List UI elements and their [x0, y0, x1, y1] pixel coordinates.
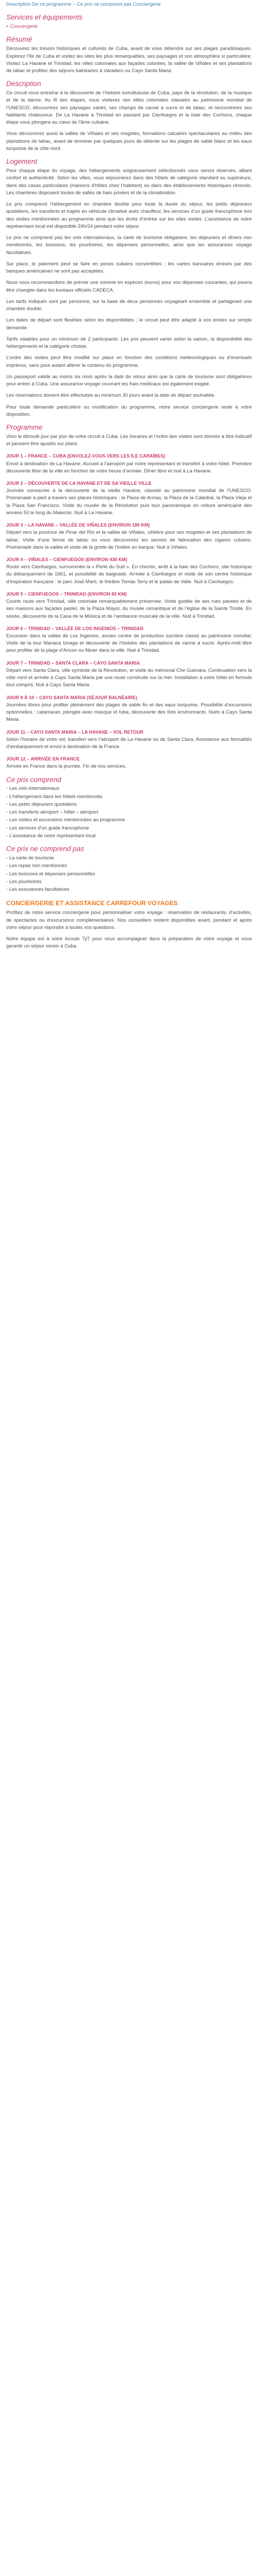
- inclus-paragraph: Le prix ne comprend pas les vols internationaux, la carte de tourisme obligatoire, les déjeuners et dîners non mentionnés, les boissons, les pourboires, les dépenses personnelles, ainsi que les assurances voyage facultatives.: [6, 235, 252, 256]
- day-block: [6, 591, 252, 620]
- day-block: [6, 556, 252, 586]
- list-item: - La carte de tourisme: [6, 855, 252, 862]
- list-item: - Les visites et excursions mentionnées au programme: [6, 817, 252, 824]
- programme-title: Programme: [6, 423, 43, 431]
- description-title: Description: [6, 80, 41, 88]
- day-text: Envol à destination de La Havane. Accueil à l’aéroport par notre représentant et transfert à votre hôtel. Première découverte libre de la ville en fonction de votre heure d’arrivée. Dîner libre et nuit à La Havane.: [6, 461, 252, 474]
- list-item: - L’assistance de notre représentant local: [6, 833, 252, 840]
- list-item: - Les repas non mentionnés: [6, 862, 252, 870]
- day-text: Journée consacrée à la découverte de la vieille Havane, classée au patrimoine mondial de l’UNESCO. Promenade à pied à travers ses places historiques : la Plaza de Armas, la Plaza de la Catedral, la Plaza Vieja et la Plaza San Francisco. Visite du musée de la Révolution puis tour panoramique en voiture américaine des années 50 le long du Malecón. Nuit à La Havane.: [6, 488, 252, 516]
- service-label: Conciergerie: [10, 24, 38, 30]
- day-text: Selon l’horaire de votre vol, transfert vers l’aéroport de La Havane ou de Santa Clara. Assistance aux formalités d’embarquement et envol à destination de la France.: [6, 736, 252, 750]
- day-block: [6, 756, 252, 770]
- day-title: JOUR 8 À 10 – CAYO SANTA MARIA (SÉJOUR BALNÉAIRE): [6, 694, 137, 700]
- infos-paragraph: Pour toute demande particulière ou modification du programme, notre service conciergerie reste à votre disposition.: [6, 404, 252, 417]
- day-text: Route vers Cienfuegos, surnommée la « Perle du Sud ». En chemin, arrêt à la baie des Cochons, site historique du débarquement de 1961, et possibilité de baignade. Arrivée à Cienfuegos et visite de son centre historique d’inspiration française : le parc José Martí, le théâtre Tomás Terry et le palais de Valle. Nuit à Cienfuegos.: [6, 564, 252, 585]
- list-item: - Les transferts aéroport – hôtel – aéroport: [6, 809, 252, 816]
- day-title: JOUR 3 – LA HAVANE – VALLÉE DE VIÑALES (ENVIRON 180 KM): [6, 522, 150, 528]
- list-item: - Les services d’un guide francophone: [6, 825, 252, 832]
- resume-title: Résumé: [6, 36, 33, 44]
- day-title: JOUR 5 – CIENFUEGOS – TRINIDAD (ENVIRON 80 KM): [6, 591, 127, 597]
- infos-paragraph: Un passeport valide au moins six mois après la date de retour ainsi que la carte de tourisme sont obligatoires pour entrer à Cuba. Une assurance voyage couvrant les frais médicaux est également exigée.: [6, 374, 252, 387]
- conciergerie-title: CONCIERGERIE ET ASSISTANCE CARREFOUR VOYAGES: [6, 900, 178, 907]
- day-title: JOUR 1 – FRANCE – CUBA (ENVOLEZ-VOUS VERS LES ÎLE CARAÏBES): [6, 453, 166, 459]
- comprend-title: Ce prix comprend: [6, 775, 61, 784]
- list-item: - Les vols internationaux: [6, 785, 252, 792]
- day-text: Journées libres pour profiter pleinement des plages de sable fin et des eaux turquoise. Possibilité d’excursions optionnelles : catamaran, plongée avec masque et tuba, découverte des îlots environnants. Nuits à Cayo Santa Maria.: [6, 702, 252, 723]
- day-title: JOUR 6 – TRINIDAD – VALLÉE DE LOS INGENIOS – TRINIDAD: [6, 625, 143, 631]
- day-block: [6, 453, 252, 475]
- service-item: [6, 23, 252, 30]
- day-block: [6, 729, 252, 751]
- day-title: JOUR 7 – TRINIDAD – SANTA CLARA – CAYO SANTA MARIA: [6, 660, 140, 666]
- list-item: - L’hébergement dans les hôtels mentionnés: [6, 793, 252, 801]
- day-title: JOUR 2 – DÉCOUVERTE DE LA HAVANE ET DE SA VIEILLE VILLE: [6, 481, 152, 486]
- day-title: JOUR 11 – CAYO SANTA MARIA – LA HAVANE – VOL RETOUR: [6, 729, 143, 735]
- list-item: - Les assurances facultatives: [6, 886, 252, 893]
- list-item: - Les pourboires: [6, 878, 252, 886]
- logement-title: Logement: [6, 158, 38, 166]
- services-title: Services et équipements: [6, 13, 83, 22]
- day-text: Arrivée en France dans la journée. Fin de nos services.: [6, 764, 126, 770]
- infos-paragraph: Les réservations doivent être effectuées au minimum 30 jours avant la date de départ souhaitée.: [6, 393, 216, 399]
- bullet-icon: •: [6, 24, 8, 30]
- day-block: [6, 660, 252, 689]
- inclus-paragraph: Le prix comprend l’hébergement en chambre double pour toute la durée du séjour, les petits déjeuners quotidiens, les transferts et trajets en véhicule climatisé avec chauffeur, les services d’un guide francophone lors des visites mentionnées au programme ainsi que les droits d’entrée sur les sites visités. L’assistance de notre représentant local est disponible 24h/24 pendant votre séjour.: [6, 201, 252, 229]
- day-text: Départ vers la province de Pinar del Río et la vallée de Viñales, célèbre pour ses mogotes et ses plantations de tabac. Visite d’une ferme de tabac où vous découvrirez les secrets de fabrication des cigares cubains. Promenade dans la vallée et visite de la grotte de l’Indien en barque. Nuit à Viñales.: [6, 530, 252, 550]
- day-block: [6, 694, 252, 724]
- page-intro: Description De ce programme – Ce prix ne comprend pas Conciergerie: [6, 2, 161, 7]
- infos-paragraph: Tarifs valables pour un minimum de 2 participants. Les prix peuvent varier selon la saison, la disponibilité des hébergements et la catégorie choisie.: [6, 336, 252, 349]
- conciergerie-text: Profitez de notre service conciergerie pour personnaliser votre voyage : réservation de restaurants, d’activités, de spectacles ou d’excursions complémentaires. Nos conseillers restent disponibles avant, pendant et après votre séjour pour répondre à toutes vos questions.: [6, 910, 252, 930]
- logement-text: Pour chaque étape du voyage, des hébergements soigneusement sélectionnés vous seront réservés, alliant confort et authenticité. Selon les villes, vous séjournerez dans des hôtels de catégorie standard ou supérieure, dans des casas particulares (maisons d’hôtes chez l’habitant) ou dans des établissements historiques rénovés. Les chambres disposent toutes de salles de bain privées et de la climatisation.: [6, 168, 252, 196]
- inclus-paragraph: Les dates de départ sont flexibles selon les disponibilités ; le circuit peut être adapté à vos envies sur simple demande.: [6, 317, 252, 331]
- programme-intro: Voici le déroulé jour par jour de votre circuit à Cuba. Les horaires et l’ordre des visites sont donnés à titre indicatif et peuvent être ajustés sur place.: [6, 433, 252, 447]
- comprend-list: [6, 785, 252, 840]
- day-text: Courte route vers Trinidad, ville coloniale remarquablement préservée. Visite guidée de ses rues pavées et de ses maisons aux façades pastel, de la Plaza Mayor, du musée romantique et de l’église de la Sainte Trinité. En soirée, découverte de la Casa de la Música et de l’ambiance musicale de la ville. Nuit à Trinidad.: [6, 599, 252, 619]
- list-item: - Les boissons et dépenses personnelles: [6, 871, 252, 878]
- day-title: JOUR 12 – ARRIVÉE EN FRANCE: [6, 756, 80, 762]
- day-block: [6, 522, 252, 551]
- description-paragraph: Vous découvrirez aussi la vallée de Viñales et ses mogotes, formations calcaires spectaculaires au milieu des plantations de tabac, avant de terminer par quelques jours de détente sur les plages de sable blanc et les eaux turquoise de la côte nord.: [6, 131, 252, 151]
- description-paragraph: Ce circuit vous entraîne à la découverte de l’histoire tumultueuse de Cuba, pays de la révolution, de la musique et de la danse. Au fil des étapes, vous visiterez ses villes coloniales classées au patrimoine mondial de l’UNESCO, découvrirez ses paysages variés, ses champs de canne à sucre et de tabac, et rencontrerez ses habitants chaleureux. De La Havane à Trinidad en passant par Cienfuegos et la baie des Cochons, chaque étape vous plongera au cœur de l’âme cubaine.: [6, 90, 252, 126]
- conciergerie-text: Notre équipe est à votre écoute 7j/7 pour vous accompagner dans la préparation de votre voyage et vous garantir un séjour serein à Cuba.: [6, 936, 252, 950]
- pas-comprend-title: Ce prix ne comprend pas: [6, 845, 84, 853]
- day-text: Excursion dans la vallée de Los Ingenios, ancien centre de production sucrière classé au patrimoine mondial. Visite de la tour Manaca Iznaga et découverte de l’histoire des plantations de canne à sucre. Après-midi libre pour profiter de la plage d’Ancon ou flâner dans la ville. Nuit à Trinidad.: [6, 633, 252, 654]
- inclus-paragraph: Les tarifs indiqués sont par personne, sur la base de deux personnes voyageant ensemble et partageant une chambre double.: [6, 298, 252, 312]
- day-block: [6, 625, 252, 655]
- inclus-paragraph: Nous vous recommandons de prévoir une somme en espèces (euros) pour vos dépenses courantes, qui pourra être changée dans les bureaux officiels CADECA.: [6, 280, 252, 293]
- infos-paragraph: L’ordre des visites peut être modifié sur place en fonction des conditions météorologiques ou d’éventuels imprévus, sans pour autant altérer le contenu du programme.: [6, 355, 252, 368]
- list-item: - Les petits déjeuners quotidiens: [6, 801, 252, 808]
- day-title: JOUR 4 – VIÑALES – CIENFUEGOS (ENVIRON 430 KM): [6, 557, 127, 563]
- day-text: Départ vers Santa Clara, ville symbole de la Révolution, et visite du mémorial Che Guevara. Continuation vers la côte nord et arrivée à Cayo Santa Maria par une route construite sur la mer. Installation à votre hôtel en formule tout compris. Nuit à Cayo Santa Maria.: [6, 667, 252, 688]
- pas-comprend-list: [6, 855, 252, 893]
- day-block: [6, 480, 252, 517]
- page: [0, 0, 258, 965]
- inclus-paragraph: Sur place, le paiement peut se faire en pesos cubains convertibles ; les cartes bancaires émises par des banques américaines ne sont pas acceptées.: [6, 261, 252, 274]
- resume-text: Découvrez les trésors historiques et culturels de Cuba, avant de vous détendre sur ses plages paradisiaques. Explorez l’île de Cuba et visitez les sites les plus remarquables, ses paysages et son atmosphère si particulière. Visitez La Havane et Trinidad, les villes coloniales aux façades colorées, la vallée de Viñales et ses plantations de tabac et profitez des séjours balnéaires à Varadero ou Cayo Santa Maria.: [6, 46, 252, 74]
